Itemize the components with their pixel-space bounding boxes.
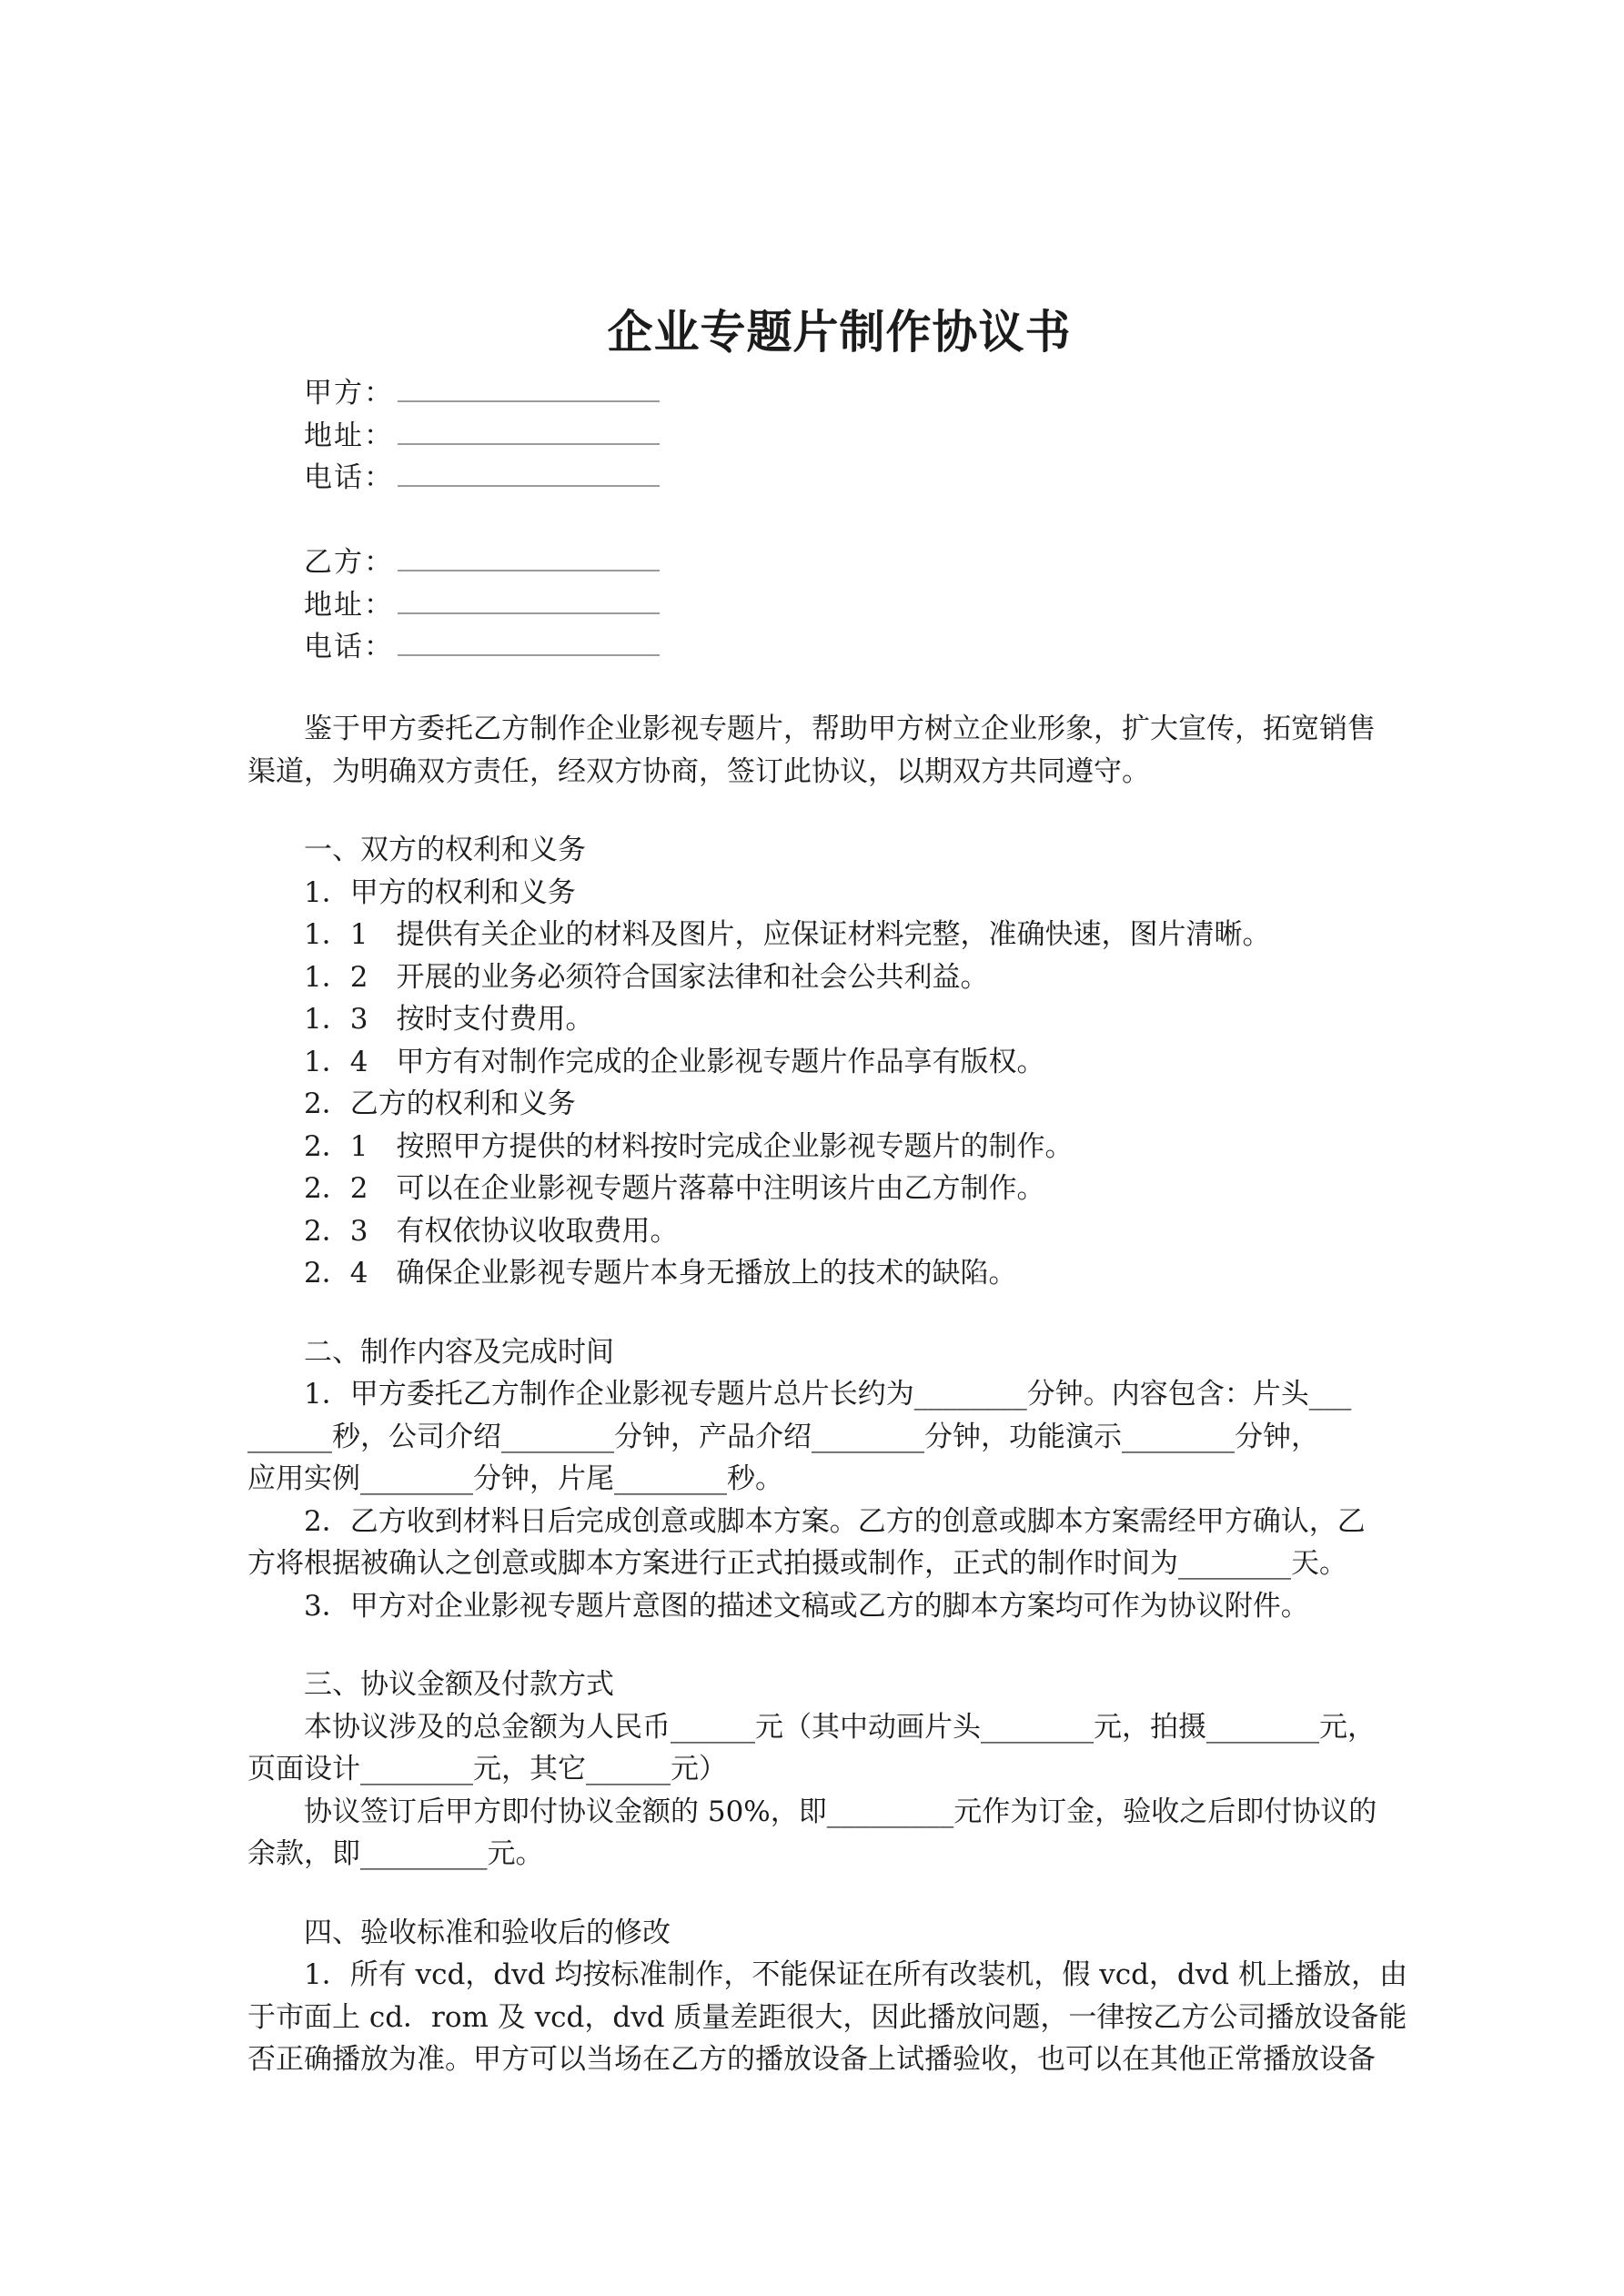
- clause-line: 3．甲方对企业影视专题片意图的描述文稿或乙方的脚本方案均可作为协议附件。: [304, 1589, 1309, 1623]
- form-field-line: [247, 539, 1387, 582]
- clause-line: 2．1 按照甲方提供的材料按时完成企业影视专题片的制作。: [304, 1129, 1074, 1163]
- contract-body: [247, 708, 1407, 2081]
- clause-line: 2．2 可以在企业影视专题片落幕中注明该片由乙方制作。: [304, 1172, 1045, 1205]
- form-field-line: [247, 454, 1387, 497]
- clause-line: 1．4 甲方有对制作完成的企业影视专题片作品享有版权。: [304, 1045, 1045, 1078]
- field-label: 地址：: [304, 419, 394, 452]
- clause-line: 2．3 有权依协议收取费用。: [304, 1214, 679, 1248]
- clause-line: 方将根据被确认之创意或脚本方案进行正式拍摄或制作，正式的制作时间为________天。: [247, 1547, 1347, 1580]
- blank-line: [247, 793, 1387, 829]
- section-heading-1: 一、双方的权利和义务: [304, 834, 586, 866]
- blank-line: [247, 1627, 1387, 1664]
- clause-line: 1．1 提供有关企业的材料及图片，应保证材料完整，准确快速，图片清晰。: [304, 918, 1271, 951]
- blank-line: [247, 1876, 1387, 1912]
- form-field-line: [247, 412, 1387, 455]
- preamble-line: 渠道，为明确双方责任，经双方协商，签订此协议，以期双方共同遵守。: [247, 754, 1150, 788]
- field-label: 乙方：: [304, 546, 394, 579]
- party-a: [247, 369, 1387, 497]
- party-b: [247, 539, 1387, 666]
- clause-line: 于市面上 cd．rom 及 vcd，dvd 质量差距很大，因此播放问题，一律按乙方公司播放设备能: [247, 2000, 1407, 2034]
- fill-in-blank: [398, 582, 660, 614]
- blank-line: [247, 1295, 1387, 1331]
- clause-line: 1．3 按时支付费用。: [304, 1003, 594, 1036]
- form-field-line: [247, 369, 1387, 412]
- field-label: 电话：: [304, 461, 394, 494]
- section-heading-4: 四、验收标准和验收后的修改: [304, 1916, 671, 1949]
- section-heading-2: 二、制作内容及完成时间: [304, 1335, 614, 1369]
- form-field-line: [247, 623, 1387, 666]
- fill-in-blank: [398, 454, 660, 487]
- clause-line: 1．甲方的权利和义务: [304, 875, 576, 909]
- clause-line: 1．甲方委托乙方制作企业影视专题片总片长约为________分钟。内容包含：片头___: [304, 1378, 1352, 1411]
- fill-in-blank: [398, 369, 660, 402]
- clause-line: ______秒，公司介绍________分钟，产品介绍________分钟，功能演示________分钟，: [247, 1420, 1319, 1453]
- clause-line: 1．2 开展的业务必须符合国家法律和社会公共利益。: [304, 960, 989, 994]
- section-heading-3: 三、协议金额及付款方式: [304, 1668, 614, 1701]
- clause-line: 否正确播放为准。甲方可以当场在乙方的播放设备上试播验收，也可以在其他正常播放设备: [247, 2043, 1376, 2076]
- form-field-line: [247, 582, 1387, 624]
- clause-line: 2．乙方收到材料日后完成创意或脚本方案。乙方的创意或脚本方案需经甲方确认，乙: [304, 1504, 1366, 1538]
- fill-in-blank: [398, 539, 660, 571]
- clause-line: 协议签订后甲方即付协议金额的 50%，即_________元作为订金，验收之后即付协议的: [304, 1795, 1377, 1828]
- clause-line: 余款，即_________元。: [247, 1837, 544, 1870]
- clause-line: 2．乙方的权利和义务: [304, 1087, 576, 1120]
- clause-line: 应用实例________分钟，片尾________秒。: [247, 1462, 783, 1495]
- clause-line: 页面设计________元，其它______元）: [247, 1753, 727, 1785]
- fill-in-blank: [398, 412, 660, 445]
- field-label: 电话：: [304, 631, 394, 663]
- field-label: 甲方：: [304, 377, 394, 410]
- document-title: 企业专题片制作协议书: [607, 305, 1072, 359]
- preamble-line: 鉴于甲方委托乙方制作企业影视专题片，帮助甲方树立企业形象，扩大宣传，拓宽销售: [304, 713, 1376, 745]
- fill-in-blank: [398, 623, 660, 656]
- clause-line: 本协议涉及的总金额为人民币______元（其中动画片头________元，拍摄________元，: [304, 1710, 1376, 1744]
- clause-line: 1．所有 vcd，dvd 均按标准制作，不能保证在所有改装机，假 vcd，dvd 机上播放，由: [304, 1958, 1407, 1991]
- party-info-section: [247, 369, 1387, 666]
- field-label: 地址：: [304, 588, 394, 622]
- clause-line: 2．4 确保企业影视专题片本身无播放上的技术的缺陷。: [304, 1257, 1017, 1290]
